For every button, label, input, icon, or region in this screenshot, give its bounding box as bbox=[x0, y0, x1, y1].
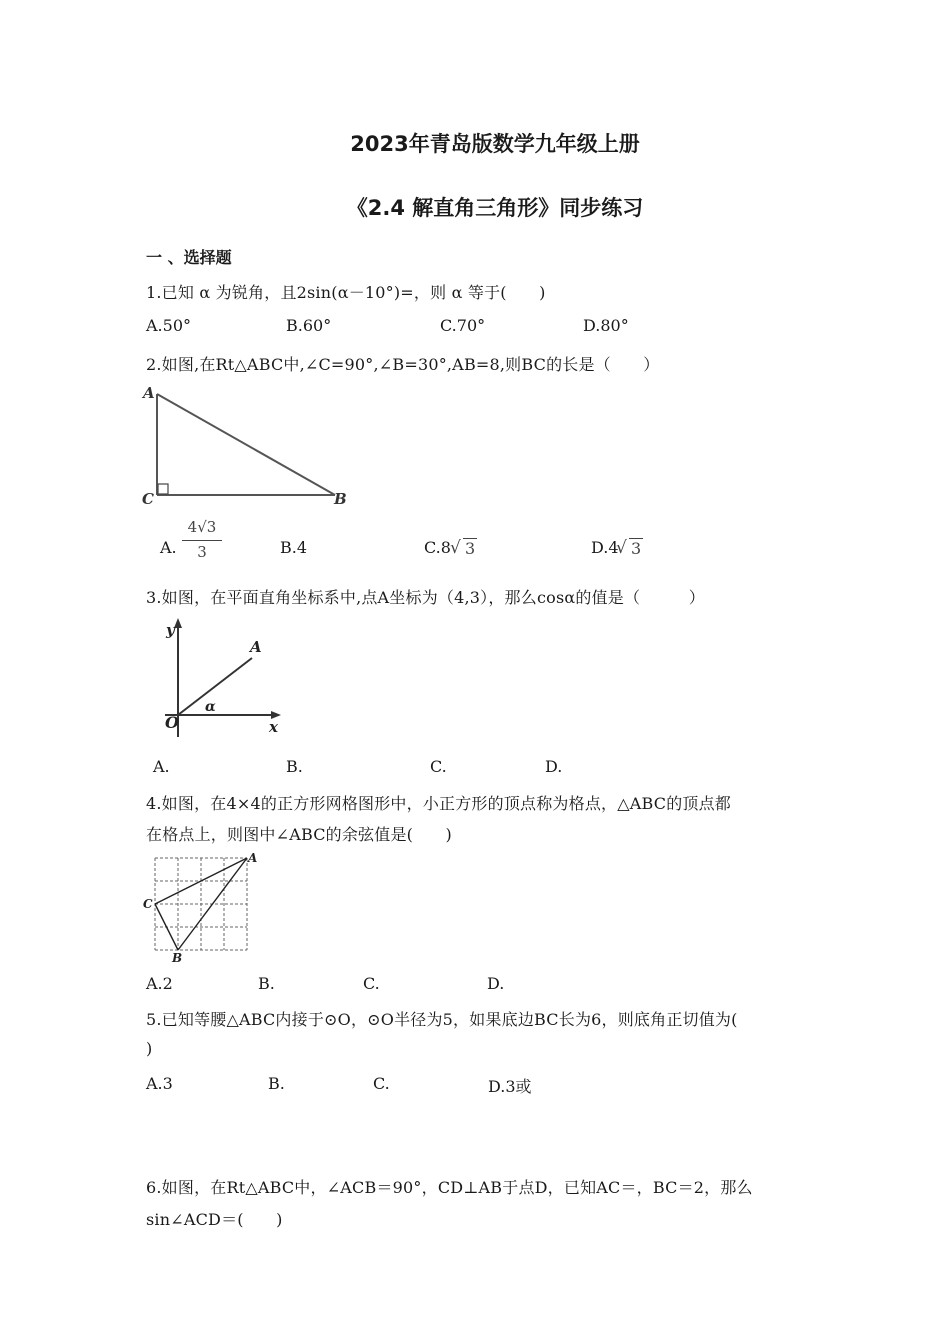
question-2-stem: 2.如图,在Rt△ABC中,∠C=90°,∠B=30°,AB=8,则BC的长是（ ） bbox=[146, 355, 660, 374]
q5-option-a: A.3 bbox=[146, 1074, 173, 1093]
q2-option-a: A. bbox=[160, 538, 177, 557]
question-5-stem-line2: ) bbox=[146, 1039, 153, 1058]
question-5-stem-line1: 5.已知等腰△ABC内接于⊙O，⊙O半径为5，如果底边BC长为6，则底角正切值为( bbox=[146, 1010, 738, 1029]
question-1-stem: 1.已知 α 为锐角，且2sin(α－10°)=，则 α 等于( ) bbox=[146, 283, 546, 302]
q2-triangle-figure bbox=[140, 380, 355, 510]
q4-option-c: C. bbox=[363, 974, 380, 993]
q2-option-c-radical-icon: √ bbox=[450, 538, 461, 558]
q2-option-b: B.4 bbox=[280, 538, 308, 557]
q2-label-b: B bbox=[334, 490, 347, 508]
q4-label-c: C bbox=[143, 897, 153, 911]
q3-label-y: y bbox=[166, 621, 175, 639]
q3-option-b: B. bbox=[286, 757, 303, 776]
q3-label-o: O bbox=[165, 713, 179, 732]
q2-option-a-numerator: 4√3 bbox=[187, 518, 217, 536]
q2-label-c: C bbox=[142, 490, 154, 508]
q2-option-a-denominator: 3 bbox=[197, 543, 207, 561]
q1-option-c: C.70° bbox=[440, 316, 486, 335]
q4-option-a: A.2 bbox=[146, 974, 173, 993]
q3-label-a: A bbox=[250, 638, 262, 656]
q1-option-b: B.60° bbox=[286, 316, 332, 335]
q2-option-d-radicand: 3 bbox=[631, 539, 642, 558]
question-6-stem-line1: 6.如图，在Rt△ABC中，∠ACB＝90°，CD⊥AB于点D，已知AC＝，BC＝2，那么 bbox=[146, 1178, 753, 1197]
q4-side-cb bbox=[155, 904, 178, 950]
q5-option-d: D.3或 bbox=[488, 1077, 532, 1096]
question-3-stem: 3.如图，在平面直角坐标系中,点A坐标为（4,3），那么cosα的值是（ ） bbox=[146, 588, 705, 607]
q3-label-x: x bbox=[269, 718, 278, 736]
question-4-stem-line2: 在格点上，则图中∠ABC的余弦值是( ) bbox=[146, 825, 452, 844]
section-heading: 一 、选择题 bbox=[146, 248, 232, 267]
q3-y-arrow-icon bbox=[174, 618, 182, 628]
q4-label-b: B bbox=[172, 951, 183, 965]
q4-label-a: A bbox=[248, 851, 258, 865]
page-subtitle: 《2.4 解直角三角形》同步练习 bbox=[346, 196, 644, 220]
q4-grid-lines bbox=[155, 858, 247, 950]
q4-option-b: B. bbox=[258, 974, 275, 993]
q2-option-d-radical-icon: √ bbox=[616, 538, 627, 558]
q3-coordinate-figure bbox=[145, 615, 290, 740]
q4-grid-figure bbox=[140, 850, 265, 965]
q2-option-c-radicand: 3 bbox=[465, 539, 476, 558]
question-4-stem-line1: 4.如图，在4×4的正方形网格图形中，小正方形的顶点称为格点，△ABC的顶点都 bbox=[146, 794, 731, 813]
q2-label-a: A bbox=[143, 384, 155, 402]
q3-label-alpha: α bbox=[205, 699, 216, 715]
q4-option-d: D. bbox=[487, 974, 505, 993]
q2-option-a-fraction-bar bbox=[182, 540, 222, 541]
q2-option-d: D.4 bbox=[591, 538, 619, 557]
q2-option-c: C.8 bbox=[424, 538, 451, 557]
q3-option-a: A. bbox=[153, 757, 170, 776]
q5-option-c: C. bbox=[373, 1074, 390, 1093]
q3-option-c: C. bbox=[430, 757, 447, 776]
page-title: 2023年青岛版数学九年级上册 bbox=[350, 132, 640, 156]
question-6-stem-line2: sin∠ACD＝( ) bbox=[146, 1210, 283, 1229]
q5-option-b: B. bbox=[268, 1074, 285, 1093]
q3-option-d: D. bbox=[545, 757, 563, 776]
q2-right-angle-mark bbox=[158, 484, 168, 494]
q2-side-ab bbox=[157, 394, 335, 495]
q1-option-d: D.80° bbox=[583, 316, 629, 335]
q1-option-a: A.50° bbox=[146, 316, 191, 335]
